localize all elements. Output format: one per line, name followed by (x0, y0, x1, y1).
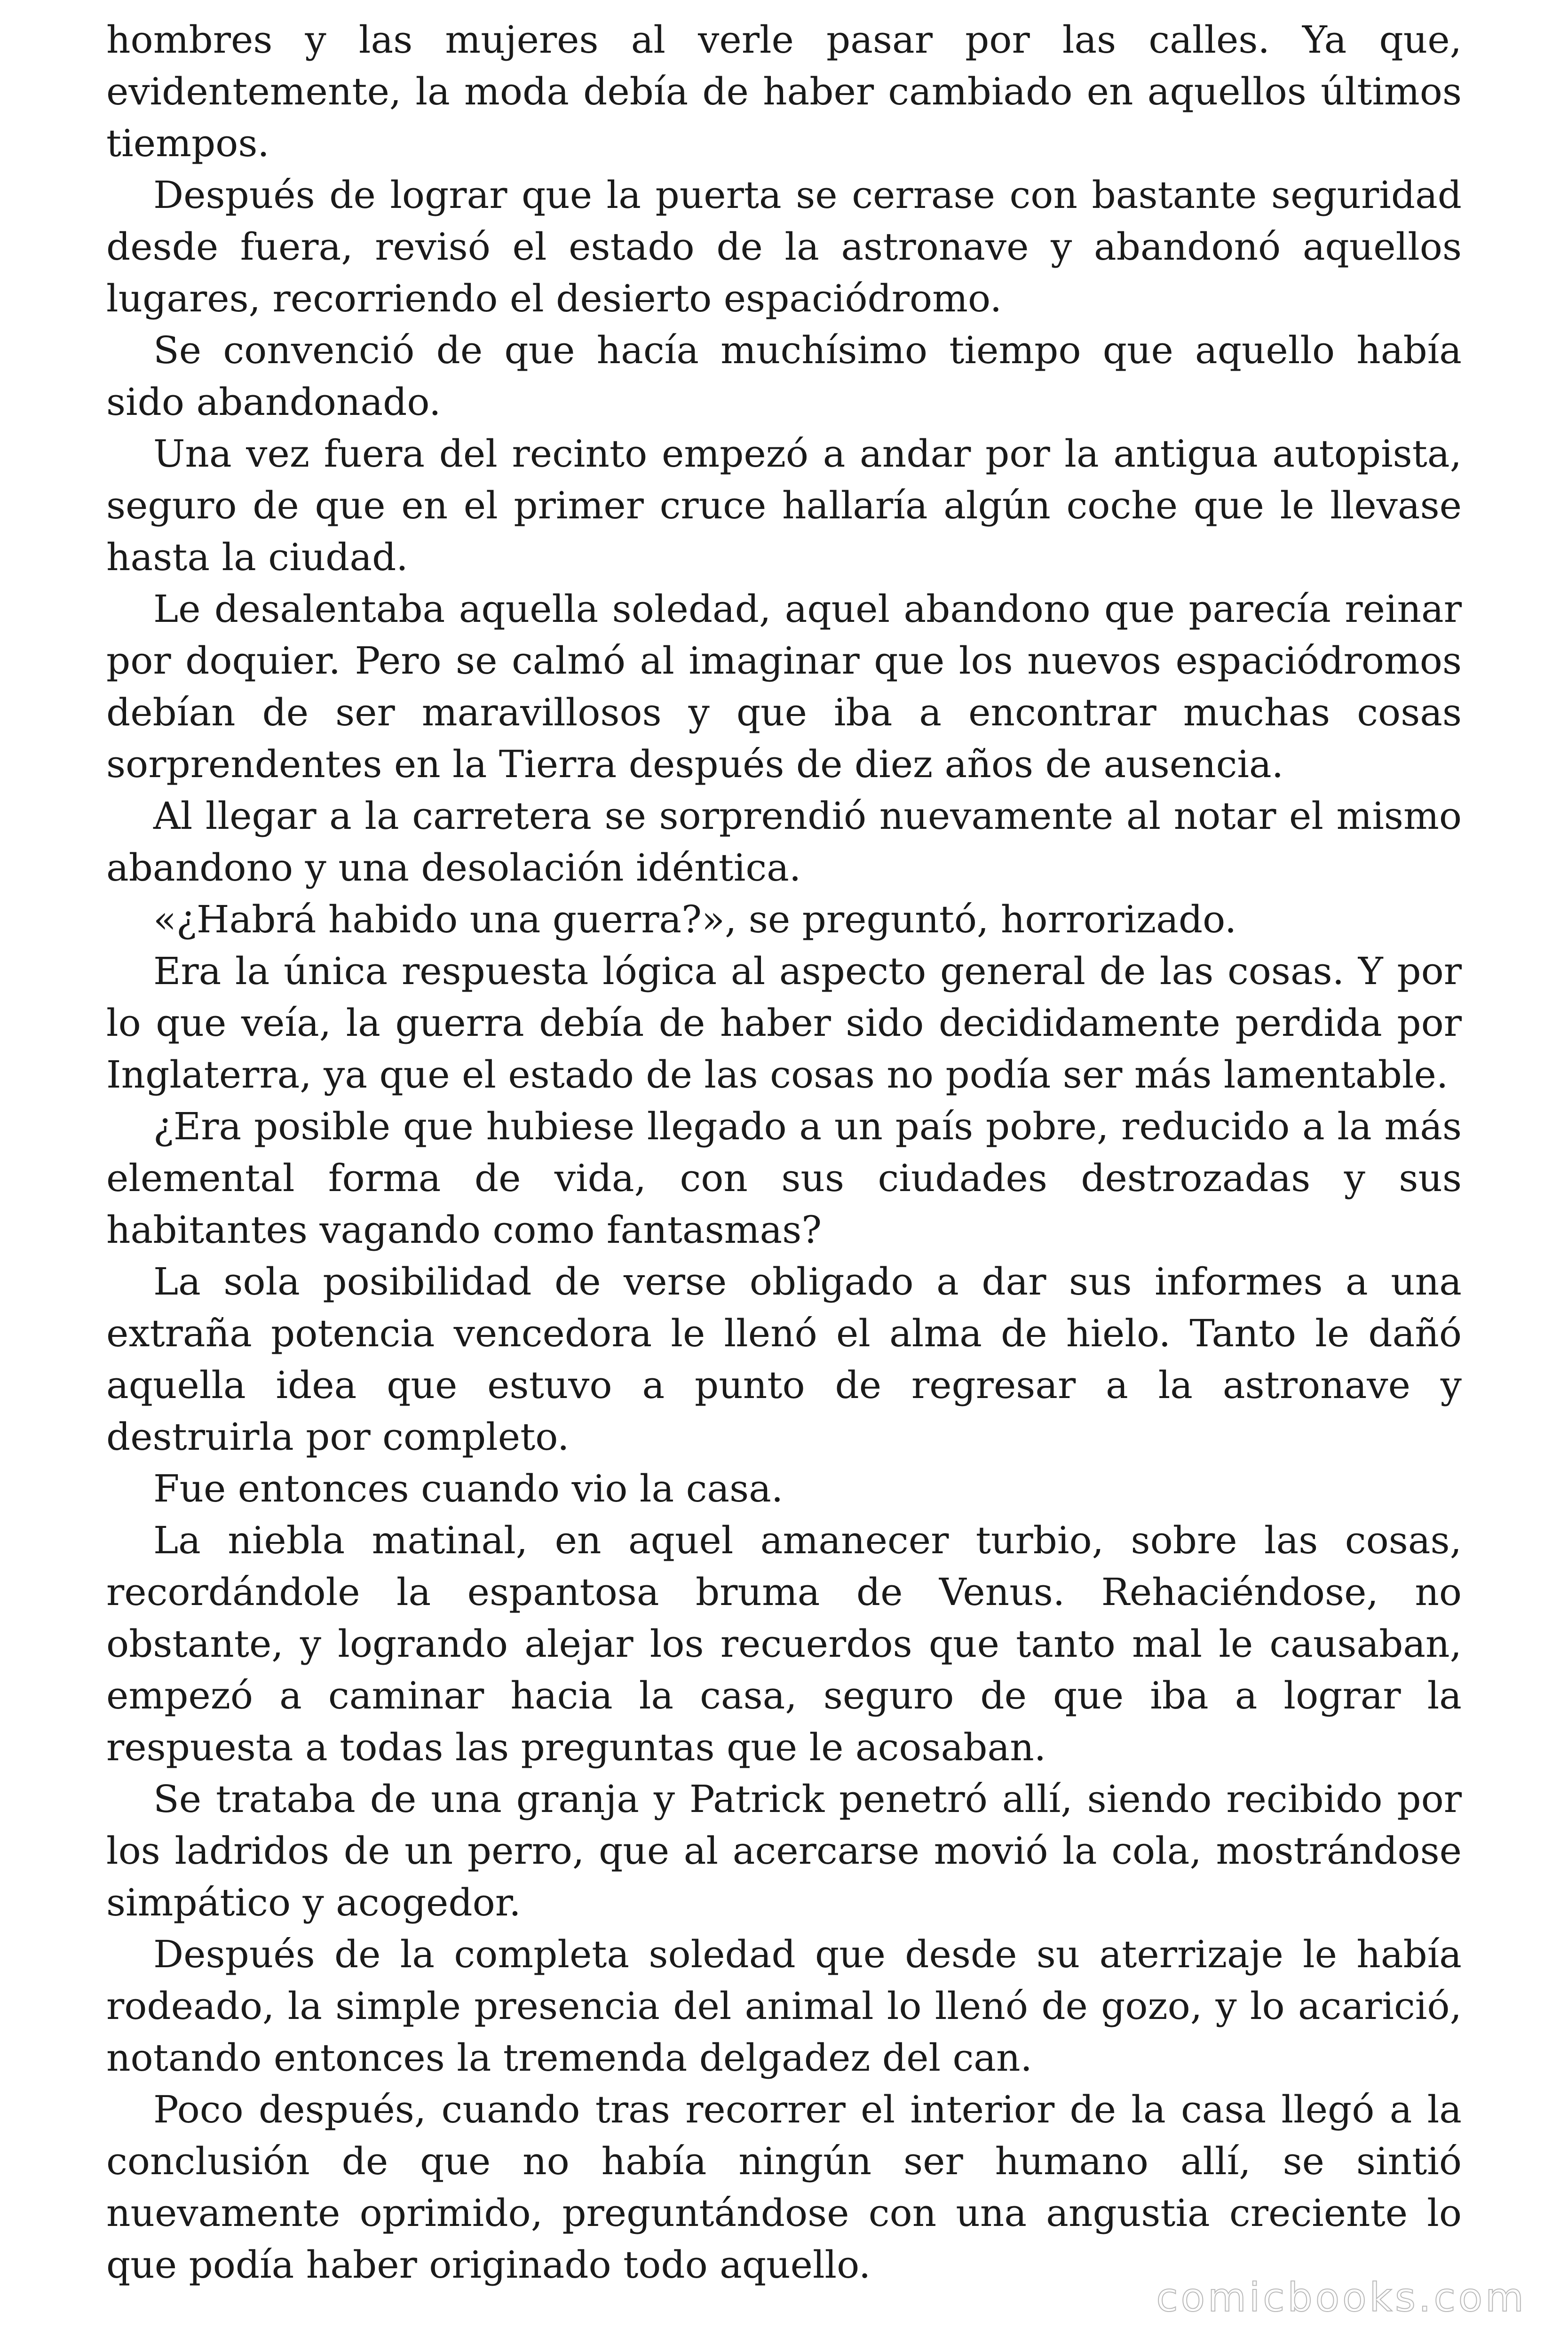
paragraph: Se trataba de una granja y Patrick penetró allí, siendo recibido por los ladridos de un perro, que al acercarse movió la cola, mostrándose simpático y acogedor. (106, 1777, 1462, 1924)
paragraph: ¿Era posible que hubiese llegado a un país pobre, reducido a la más elemental forma de vida, con sus ciudades destrozadas y sus habitantes vagando como fantasmas? (106, 1104, 1462, 1252)
paragraph: La niebla matinal, en aquel amanecer turbio, sobre las cosas, recordándole la espantosa bruma de Venus. Rehaciéndose, no obstante, y logrando alejar los recuerdos que tanto mal le causaban, empezó a caminar hacia la casa, seguro de que iba a lograr la respuesta a todas las preguntas que le acosaban. (106, 1518, 1462, 1769)
watermark-text: comicbooks.com (1156, 2274, 1527, 2320)
paragraph: Fue entonces cuando vio la casa. (153, 1467, 784, 1510)
paragraph: Poco después, cuando tras recorrer el interior de la casa llegó a la conclusión de que no había ningún ser humano allí, se sintió nuevamente oprimido, preguntándose con una angustia creciente lo que podía haber originado todo aquello. (106, 2088, 1462, 2287)
paragraph: Después de lograr que la puerta se cerrase con bastante seguridad desde fuera, revisó el estado de la astronave y abandonó aquellos lugares, recorriendo el desierto espaciódromo. (106, 173, 1462, 320)
paragraph: Le desalentaba aquella soledad, aquel abandono que parecía reinar por doquier. Pero se calmó al imaginar que los nuevos espaciódromos debían de ser maravillosos y que iba a encontrar muchas cosas sorprendentes en la Tierra después de diez años de ausencia. (106, 587, 1462, 786)
paragraph: «¿Habrá habido una guerra?», se preguntó, horrorizado. (153, 898, 1237, 941)
paragraph: La sola posibilidad de verse obligado a dar sus informes a una extraña potencia vencedora le llenó el alma de hielo. Tanto le dañó aquella idea que estuvo a punto de regresar a la astronave y destruirla por completo. (106, 1260, 1462, 1459)
paragraph: Al llegar a la carretera se sorprendió nuevamente al notar el mismo abandono y una desolación idéntica. (106, 794, 1462, 890)
paragraph-continuation: hombres y las mujeres al verle pasar por las calles. Ya que, evidentemente, la moda debía de haber cambiado en aquellos últimos tiempos. (106, 18, 1462, 165)
paragraph: Una vez fuera del recinto empezó a andar por la antigua autopista, seguro de que en el primer cruce hallaría algún coche que le llevase hasta la ciudad. (106, 432, 1462, 579)
paragraph: Después de la completa soledad que desde su aterrizaje le había rodeado, la simple presencia del animal lo llenó de gozo, y lo acarició, notando entonces la tremenda delgadez del can. (106, 1932, 1462, 2080)
book-page (106, 14, 1462, 2291)
paragraph: Era la única respuesta lógica al aspecto general de las cosas. Y por lo que veía, la guerra debía de haber sido decididamente perdida por Inglaterra, ya que el estado de las cosas no podía ser más lamentable. (106, 949, 1462, 1097)
paragraph: Se convenció de que hacía muchísimo tiempo que aquello había sido abandonado. (106, 328, 1462, 424)
